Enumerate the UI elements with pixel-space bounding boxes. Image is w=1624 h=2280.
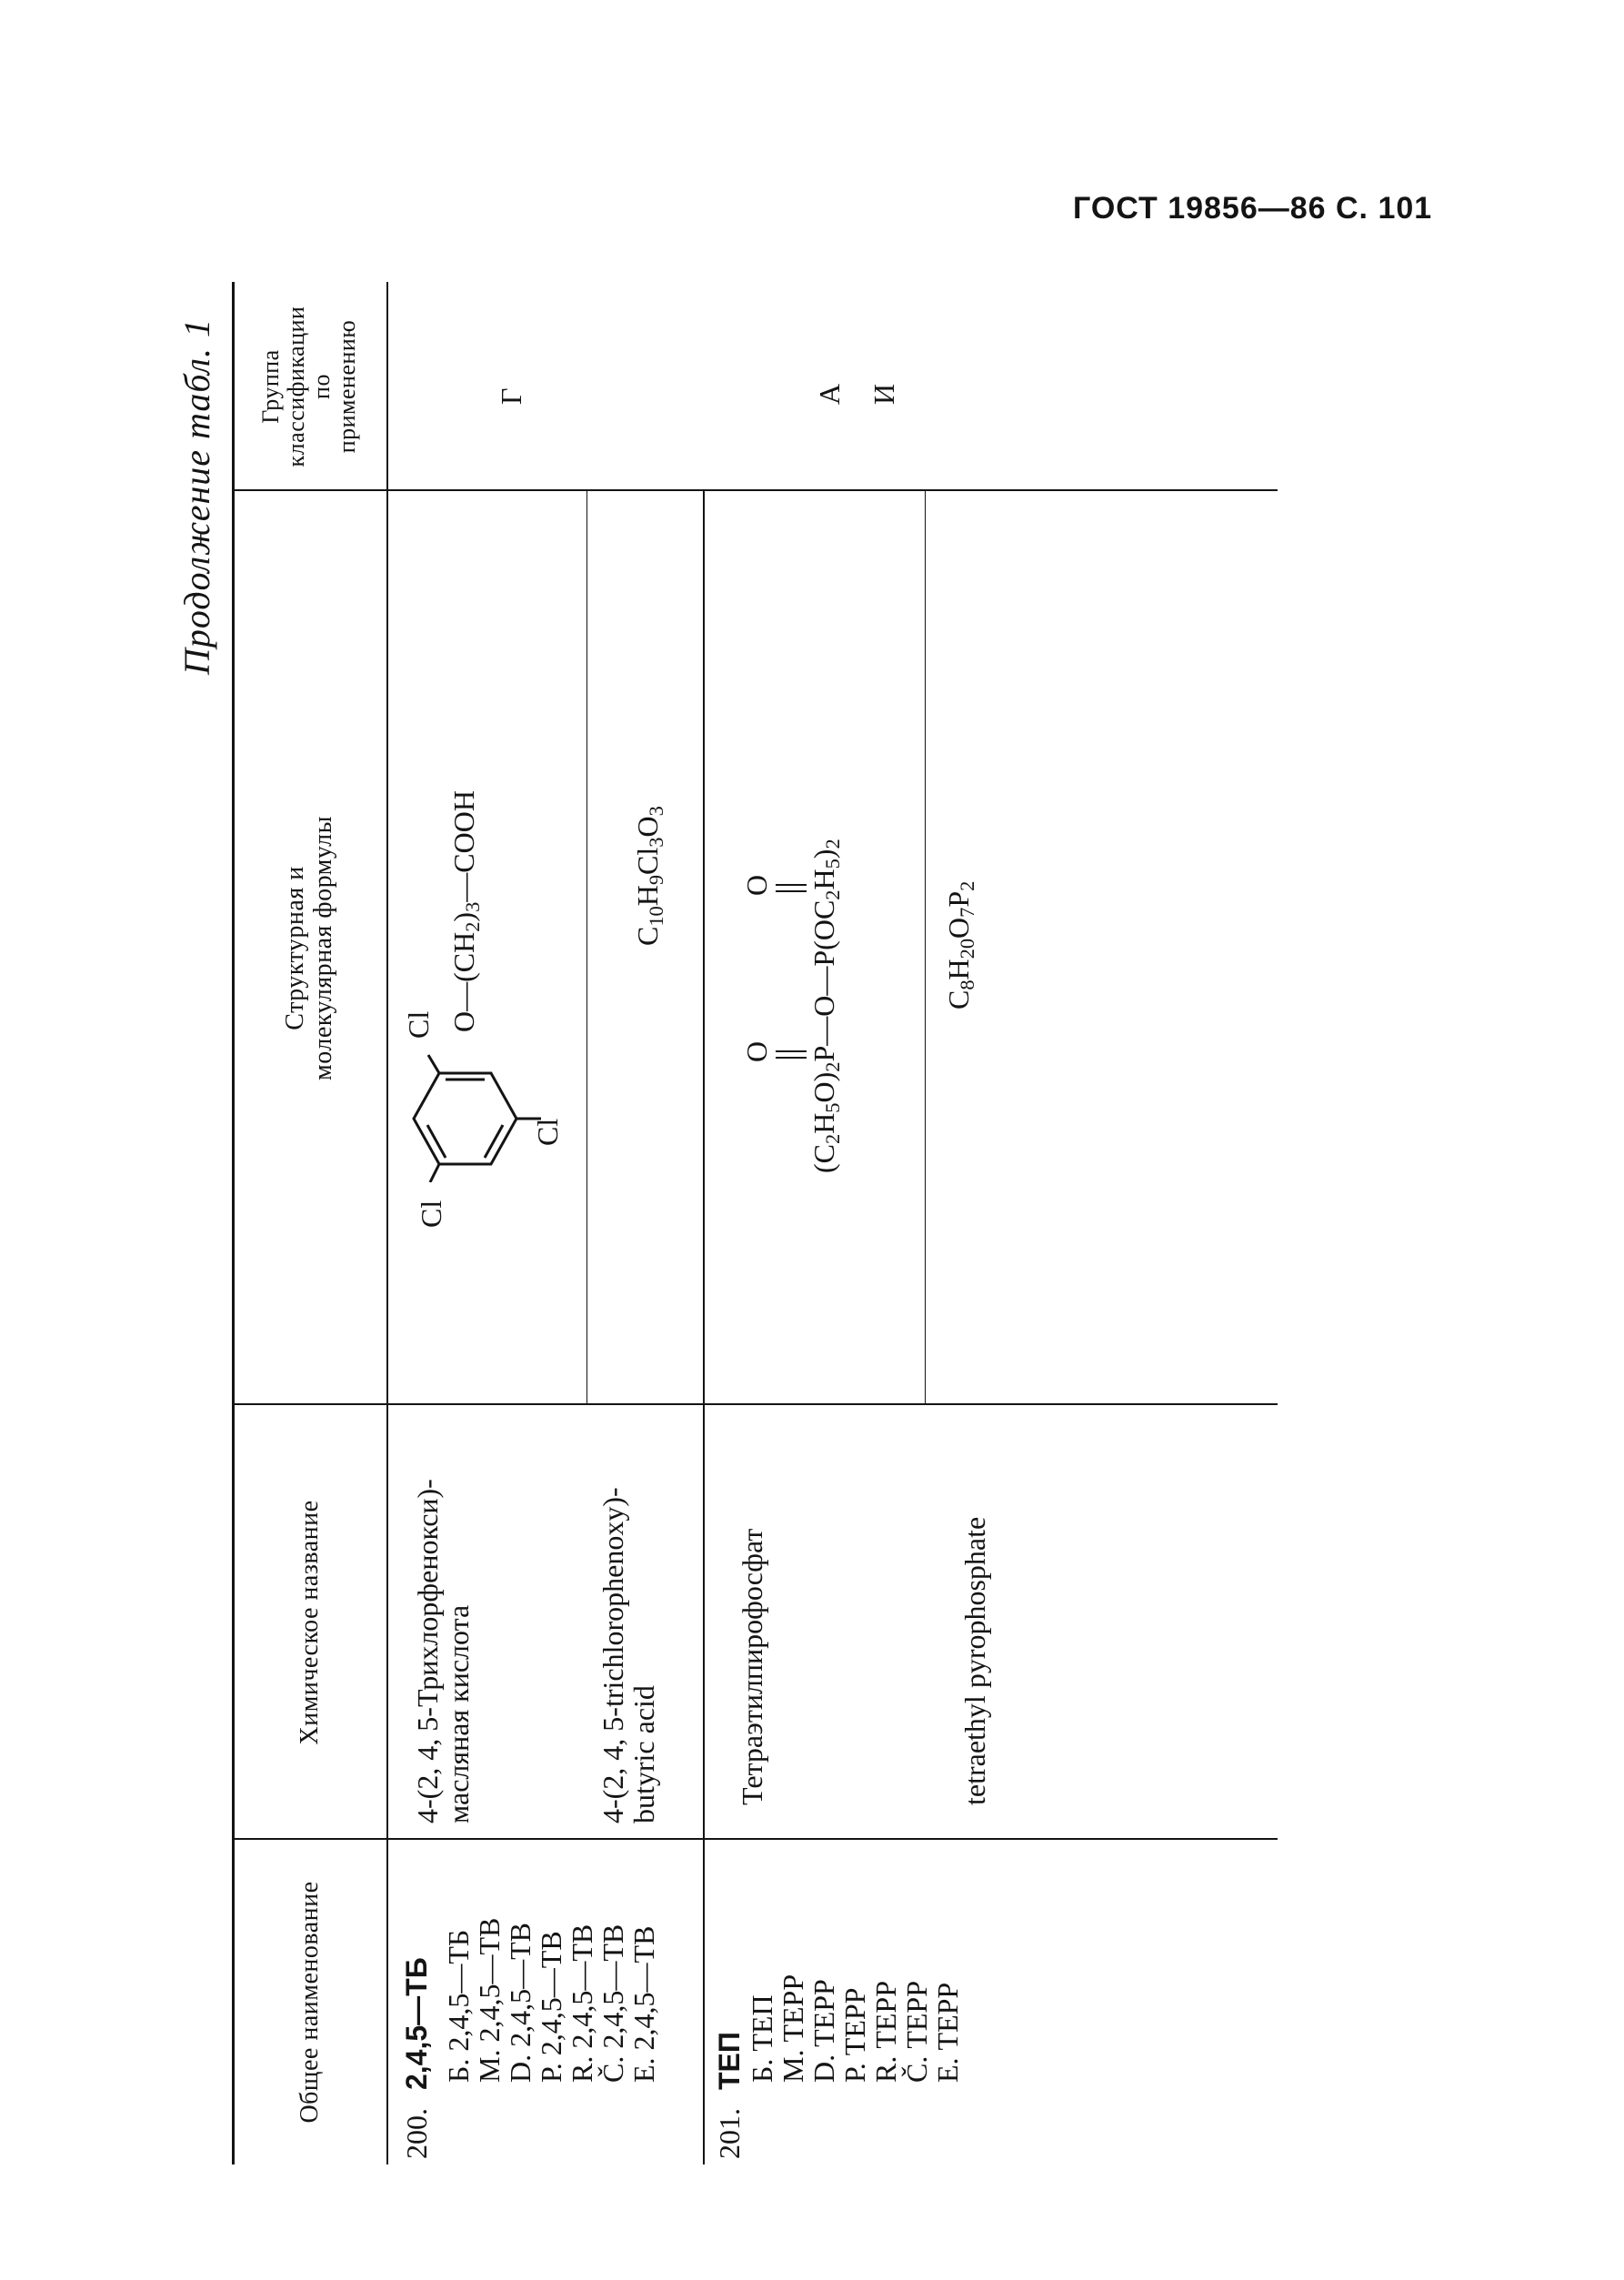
- synonym: Č. ТЕРР: [900, 1980, 933, 2083]
- oxo-label: O: [740, 1040, 773, 1062]
- row-200-group: Г: [495, 387, 527, 405]
- pyrophosphate-formula: $(C_2H_5O)_2P—O—P(OC_2H_5)_2$: [807, 839, 844, 1173]
- rule-sub-divider-200-chem: [586, 914, 587, 1405]
- synonym: М. ТЕРР: [777, 1974, 809, 2083]
- row-201-structure: [741, 537, 896, 1173]
- synonym: М. 2,4,5—ТВ: [473, 1917, 506, 2083]
- row-201-chem-en: tetraethyl pyrophosphate: [958, 1516, 991, 1805]
- row-201-synonyms: [747, 1974, 963, 2083]
- benzene-ring: [396, 1046, 577, 1182]
- rule-row-divider: [703, 491, 705, 2164]
- row-200-chem-en-1: 4-(2, 4, 5-trichlorophenoxy)-: [596, 1487, 629, 1823]
- synonym: E. 2,4,5—ТВ: [627, 1925, 660, 2083]
- oxo-label: O: [740, 874, 773, 896]
- rule-col1: [232, 1838, 1278, 1840]
- row-200-synonyms: [443, 1918, 659, 2083]
- table-caption: Продолжение табл. 1: [176, 318, 217, 676]
- row-201-chem-ru: Тетраэтилпирофосфат: [736, 1528, 768, 1805]
- ether-chain: $O—(CH_2)_3—COOH$: [447, 790, 484, 1032]
- cl-substituent: Cl: [402, 1010, 435, 1039]
- synonym: D. 2,4,5—ТВ: [504, 1923, 536, 2083]
- row-201-group-1: А: [813, 383, 846, 405]
- col-header-chemical-name: Химическое название: [295, 1500, 324, 1745]
- row-200-structure: [396, 491, 577, 1255]
- row-201-name: ТЕП: [713, 2032, 746, 2090]
- synonym: Č. 2,4,5—ТВ: [596, 1923, 629, 2083]
- col-header-formula: Структурная и молекулярная формулы: [281, 816, 337, 1080]
- rule-header-bottom: [386, 282, 388, 2164]
- synonym: Р. ТЕРР: [838, 1987, 871, 2083]
- col-header-group: Группа классификации по применению: [257, 306, 360, 467]
- synonym: D. ТЕРР: [807, 1979, 840, 2083]
- rule-col3: [232, 489, 1278, 491]
- synonym: Б. ТЕП: [746, 1994, 778, 2083]
- rule-col2: [232, 1403, 1278, 1405]
- rule-sub-divider-200-struct: [586, 491, 587, 914]
- rotated-table: [176, 282, 1450, 2164]
- row-201-number: 201.: [713, 2108, 746, 2159]
- row-200-chem-ru-1: 4-(2, 4, 5-Трихлорфенокси)-: [411, 1479, 444, 1823]
- synonym: E. ТЕРР: [931, 1982, 964, 2083]
- rule-sub-divider-201-chem: [925, 491, 926, 1405]
- row-200-name: 2,4,5—ТБ: [400, 1957, 433, 2090]
- row-200-molecular: $C_{10}H_9Cl_3O_3$: [631, 806, 667, 946]
- row-200-chem-en-2: butyric acid: [627, 1685, 660, 1823]
- row-200-chem-ru-2: масляная кислота: [442, 1604, 475, 1823]
- synonym: R. 2,4,5—ТВ: [566, 1923, 598, 2083]
- synonym: Р. 2,4,5—ТВ: [535, 1931, 567, 2083]
- synonym: Б. 2,4,5—ТБ: [442, 1929, 475, 2083]
- col-header-common-name: Общее наименование: [295, 1881, 324, 2124]
- row-200-number: 200.: [400, 2108, 433, 2159]
- row-201-molecular: $C_8H_{20}O_7P_2$: [942, 880, 978, 1009]
- row-201-group-2: И: [867, 383, 900, 405]
- page-header: ГОСТ 19856—86 С. 101: [1073, 191, 1433, 226]
- cl-substituent: Cl: [415, 1200, 447, 1228]
- synonym: R. ТЕРР: [869, 1980, 902, 2083]
- cl-substituent: Cl: [531, 1118, 564, 1146]
- double-bonds: [774, 809, 810, 1173]
